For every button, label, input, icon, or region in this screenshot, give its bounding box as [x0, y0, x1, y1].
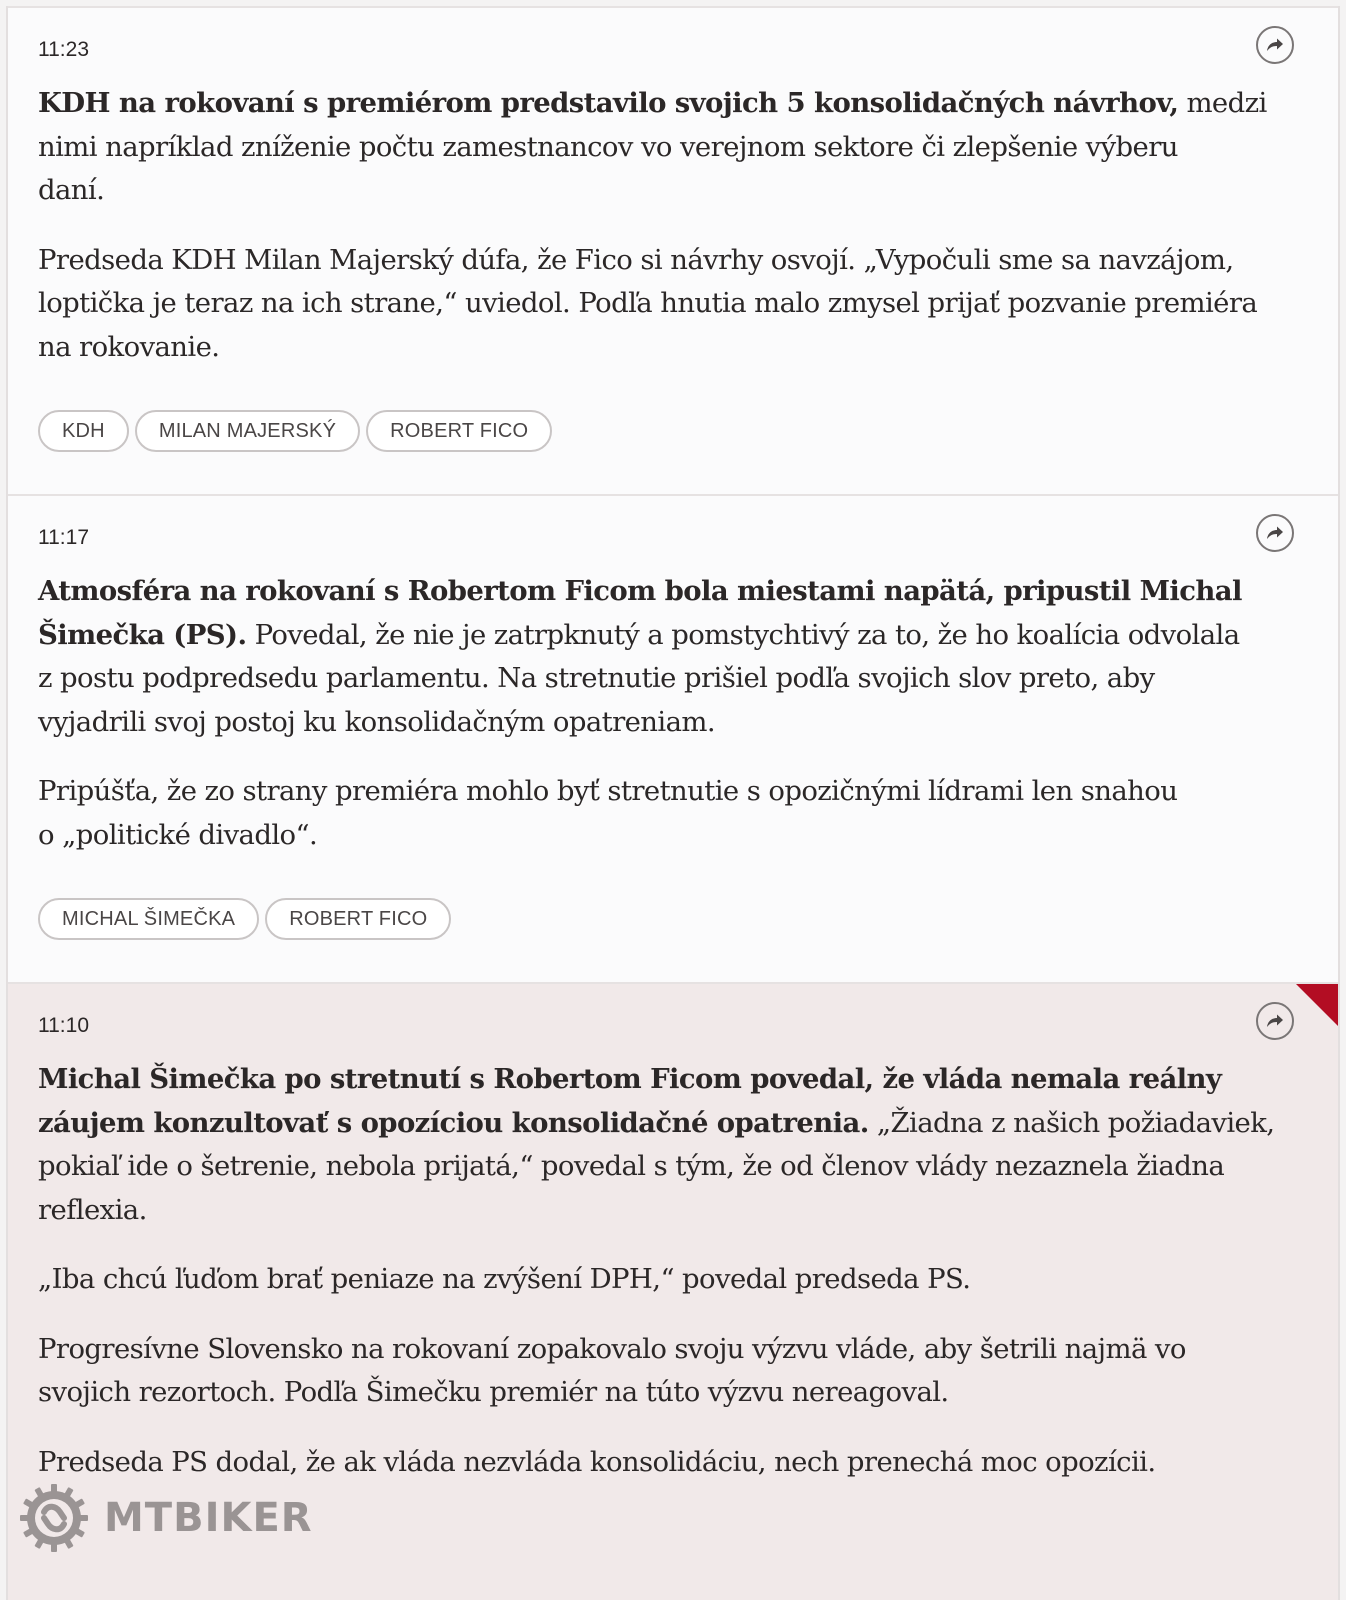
- paragraph: [38, 1441, 1278, 1485]
- headline-text: Atmosféra na rokovaní s Robertom Ficom bola miestami napätá, pripustil Michal: [38, 575, 1242, 607]
- watermark-logo: [18, 1482, 313, 1554]
- highlight-corner-marker: [1296, 984, 1338, 1026]
- body-text: Predseda PS dodal, že ak vláda nezvláda konsolidáciu, nech prenechá moc opozícii.: [38, 1445, 1156, 1478]
- body-text: Povedal, že nie je zatrpknutý a pomstychtivý za to, že ho koalícia odvolala: [246, 618, 1240, 651]
- share-button[interactable]: [1256, 26, 1294, 64]
- share-button[interactable]: [1256, 1002, 1294, 1040]
- tag-robert-fico[interactable]: ROBERT FICO: [366, 410, 552, 452]
- body-text: svojich rezortoch. Podľa Šimečku premiér na túto výzvu nereagoval.: [38, 1376, 949, 1408]
- paragraph: [38, 1058, 1278, 1232]
- watermark-text: MTBIKER: [104, 1495, 313, 1541]
- share-button[interactable]: [1256, 514, 1294, 552]
- body-text: medzi: [1178, 87, 1267, 119]
- body-text: daní.: [38, 174, 105, 206]
- tag-michal-simecka[interactable]: MICHAL ŠIMEČKA: [38, 898, 259, 940]
- body-text: Pripúšťa, že zo strany premiéra mohlo byť stretnutie s opozičnými lídrami len snahou: [38, 775, 1178, 807]
- body-text: „Iba chcú ľuďom brať peniaze na zvýšení DPH,“ povedal predseda PS.: [38, 1263, 971, 1295]
- share-arrow-icon: [1266, 526, 1284, 540]
- body-text: reflexia.: [38, 1193, 147, 1226]
- tag-list: [38, 410, 552, 452]
- entry-time: 11:10: [38, 1014, 89, 1037]
- body-text: Progresívne Slovensko na rokovaní zopakovalo svoju výzvu vláde, aby šetrili najmä vo: [38, 1332, 1186, 1365]
- tag-milan-majersky[interactable]: MILAN MAJERSKÝ: [135, 410, 360, 452]
- feed-entry: [8, 494, 1338, 982]
- paragraph: [38, 570, 1278, 744]
- paragraph: [38, 1258, 1278, 1302]
- headline-text: záujem konzultovať s opozíciou konsolidačné opatrenia.: [38, 1106, 869, 1139]
- body-text: z postu podpredsedu parlamentu. Na stretnutie prišiel podľa svojich slov preto, aby: [38, 662, 1155, 694]
- body-text: vyjadrili svoj postoj ku konsolidačným opatreniam.: [38, 705, 716, 738]
- gear-logo-icon: [18, 1482, 90, 1554]
- paragraph: [38, 82, 1278, 213]
- paragraph: [38, 770, 1278, 857]
- headline-text: Šimečka (PS).: [38, 618, 247, 651]
- body-text: „Žiadna z našich požiadaviek,: [868, 1106, 1275, 1139]
- entry-body: [38, 1058, 1278, 1510]
- tag-robert-fico[interactable]: ROBERT FICO: [265, 898, 451, 940]
- body-text: Predseda KDH Milan Majerský dúfa, že Fico si návrhy osvojí. „Vypočuli sme sa navzájom,: [38, 243, 1234, 276]
- live-feed: [6, 6, 1340, 1600]
- body-text: loptička je teraz na ich strane,“ uviedol. Podľa hnutia malo zmysel prijať pozvanie premiéra: [38, 287, 1258, 319]
- body-text: o „politické divadlo“.: [38, 818, 318, 851]
- body-text: pokiaľ ide o šetrenie, nebola prijatá,“ povedal s tým, že od členov vlády nezaznela žiadna: [38, 1150, 1225, 1182]
- entry-time: 11:23: [38, 38, 89, 61]
- share-arrow-icon: [1266, 38, 1284, 52]
- share-arrow-icon: [1266, 1014, 1284, 1028]
- tag-list: [38, 898, 451, 940]
- entry-time: 11:17: [38, 526, 89, 549]
- headline-text: KDH na rokovaní s premiérom predstavilo svojich 5 konsolidačných návrhov,: [38, 87, 1179, 119]
- paragraph: [38, 239, 1278, 370]
- entry-body: [38, 82, 1278, 395]
- body-text: na rokovanie.: [38, 330, 220, 363]
- entry-body: [38, 570, 1278, 883]
- paragraph: [38, 1328, 1278, 1415]
- tag-kdh[interactable]: KDH: [38, 410, 129, 452]
- headline-text: Michal Šimečka po stretnutí s Robertom Ficom povedal, že vláda nemala reálny: [38, 1063, 1222, 1095]
- feed-entry: [8, 6, 1338, 494]
- body-text: nimi napríklad zníženie počtu zamestnancov vo verejnom sektore či zlepšenie výberu: [38, 130, 1178, 163]
